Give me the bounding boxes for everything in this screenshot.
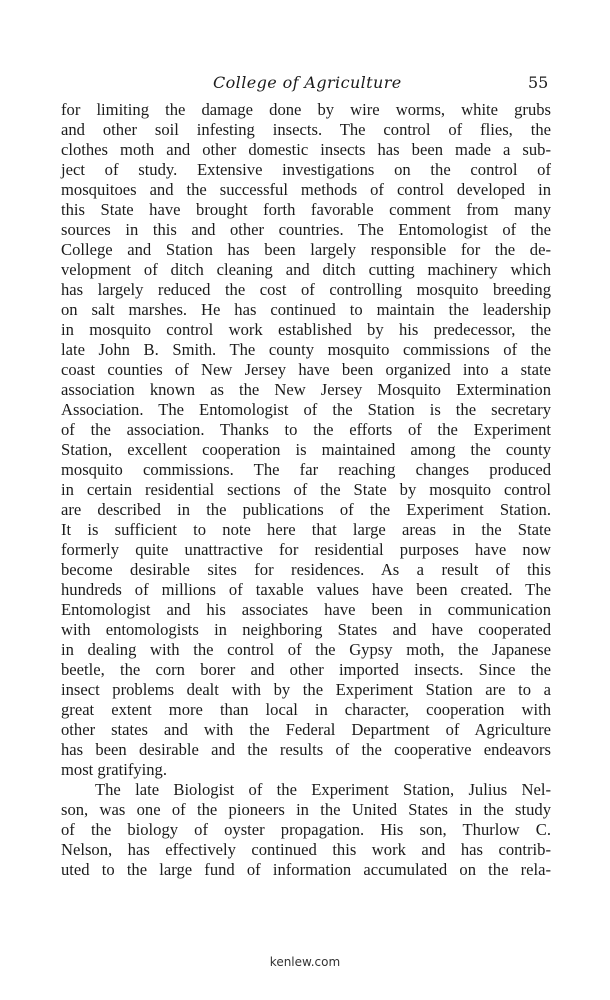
text-line: ject of study. Extensive investigations on the control of [61,160,551,179]
text-line: association known as the New Jersey Mosquito Extermination [61,380,551,399]
text-line: It is sufficient to note here that large areas in the State [61,520,551,539]
page-number: 55 [528,73,549,92]
text-line: Entomologist and his associates have been in communication [61,600,551,619]
running-title: College of Agriculture [213,73,402,92]
watermark: kenlew.com [269,955,341,969]
text-line: with entomologists in neighboring States and have cooperated [61,620,551,639]
text-line: mosquito commissions. The far reaching changes produced [61,460,551,479]
text-line: this State have brought forth favorable comment from many [61,200,551,219]
text-line: College and Station has been largely responsible for the de- [61,240,551,259]
text-line: on salt marshes. He has continued to maintain the leadership [61,300,551,319]
text-line: hundreds of millions of taxable values have been created. The [61,580,551,599]
text-line: most gratifying. [61,760,168,779]
text-line: insect problems dealt with by the Experiment Station are to a [61,680,551,699]
text-line: Association. The Entomologist of the Station is the secretary [61,400,551,419]
text-line: formerly quite unattractive for residential purposes have now [61,540,551,559]
text-line: son, was one of the pioneers in the United States in the study [61,800,551,819]
body-text [61,100,551,880]
text-line: other states and with the Federal Department of Agriculture [61,720,551,739]
text-line: are described in the publications of the Experiment Station. [61,500,551,519]
text-line: coast counties of New Jersey have been organized into a state [61,360,551,379]
text-line: great extent more than local in character, cooperation with [61,700,551,719]
text-line: late John B. Smith. The county mosquito commissions of the [61,340,551,359]
running-head [0,73,610,95]
text-line: uted to the large fund of information accumulated on the rela- [61,860,551,879]
text-line: of the biology of oyster propagation. His son, Thurlow C. [61,820,551,839]
text-line: in mosquito control work established by his predecessor, the [61,320,551,339]
text-line: clothes moth and other domestic insects has been made a sub- [61,140,551,159]
text-line: has largely reduced the cost of controlling mosquito breeding [61,280,551,299]
text-line: in dealing with the control of the Gypsy moth, the Japanese [61,640,551,659]
text-line: and other soil infesting insects. The control of flies, the [61,120,551,139]
text-line: has been desirable and the results of the cooperative endeavors [61,740,551,759]
text-line: become desirable sites for residences. As a result of this [61,560,551,579]
text-line: The late Biologist of the Experiment Station, Julius Nel- [95,780,551,799]
text-line: for limiting the damage done by wire worms, white grubs [61,100,551,119]
text-line: velopment of ditch cleaning and ditch cutting machinery which [61,260,551,279]
text-line: mosquitoes and the successful methods of control developed in [61,180,551,199]
text-line: in certain residential sections of the State by mosquito control [61,480,551,499]
text-line: of the association. Thanks to the efforts of the Experiment [61,420,551,439]
text-line: Nelson, has effectively continued this work and has contrib- [61,840,551,859]
text-line: sources in this and other countries. The Entomologist of the [61,220,551,239]
text-line: Station, excellent cooperation is maintained among the county [61,440,551,459]
text-line: beetle, the corn borer and other imported insects. Since the [61,660,551,679]
